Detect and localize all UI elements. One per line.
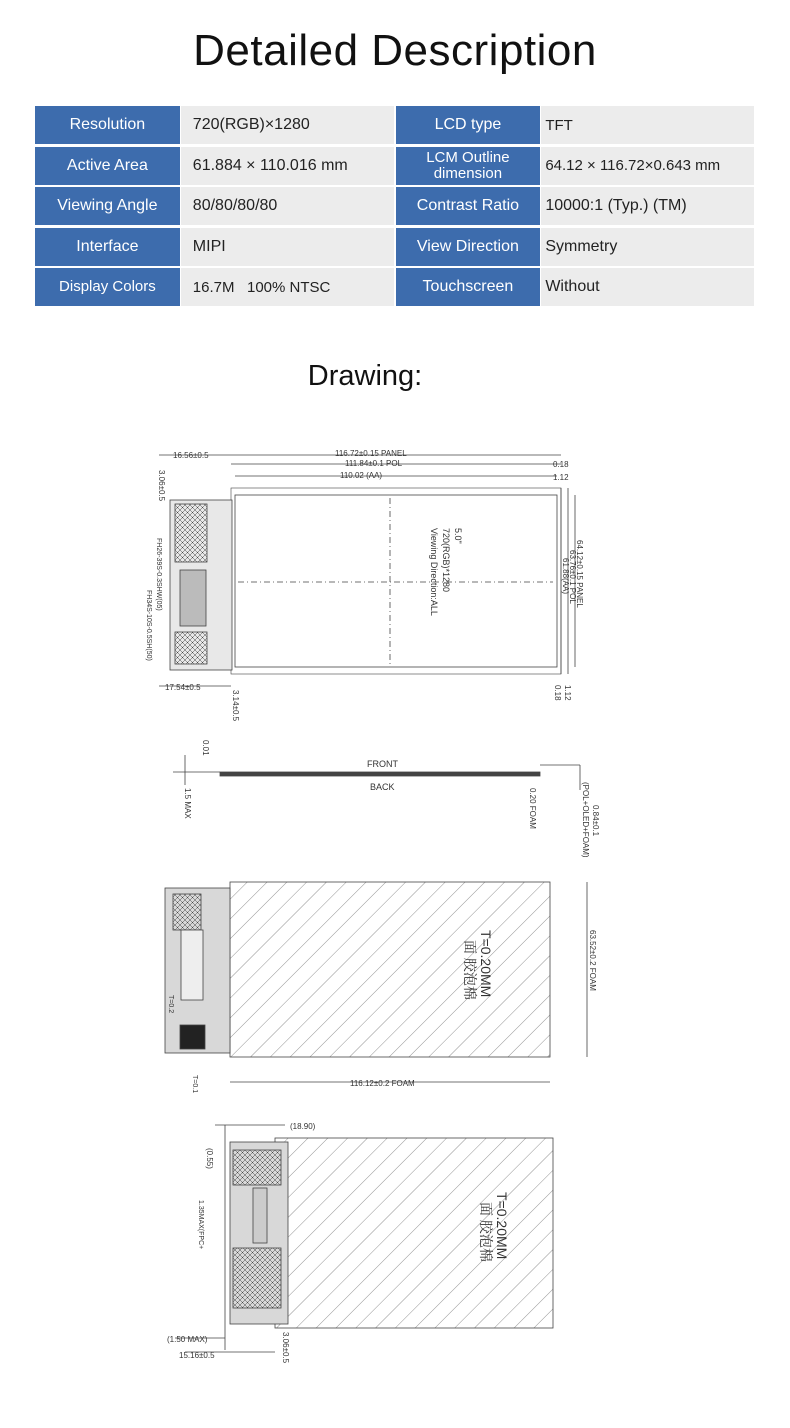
dim-aa-length: 110.02 (AA) [340,471,383,480]
foam-connector [181,930,203,1000]
spec-label-contrast-ratio: Contrast Ratio [396,187,541,225]
foam-pad-top [173,894,201,930]
spec-label-touchscreen: Touchscreen [396,268,541,306]
dim-306: 3.06±0.5 [157,470,166,502]
side-max: 1.5 MAX [183,788,192,819]
drawing-title: Drawing: [307,360,423,392]
dim-112-bottom: 1.12 [563,685,572,701]
spec-label-active-area: Active Area [35,147,180,185]
dim-height-panel: 64.12±0.15 PANEL [575,540,584,608]
side-foam: 0.20 FOAM [528,788,537,829]
spec-row-viewing-angle [35,187,754,225]
spec-row-resolution [35,106,754,144]
back-055: (0.55) [205,1148,214,1169]
foam-view [165,882,587,1082]
spec-label-viewing-angle: Viewing Angle [35,187,180,225]
mechanical-drawing [125,410,605,1385]
back-foam-area [275,1138,553,1328]
back-pad-top [233,1150,281,1185]
connector-block [180,570,206,626]
dim-1656: 16.56±0.5 [173,451,209,460]
side-total: 0.84±0.1 [591,805,600,837]
back-connector [253,1188,267,1243]
dim-height-pol: 63.76±0.1 POL [568,550,577,604]
dim-pol-length: 111.84±0.1 POL [345,459,403,468]
back-306: 3.06±0.5 [281,1332,290,1364]
side-total-note: (POL+OLED+FOAM) [581,782,590,858]
center-direction: Viewing Direction:ALL [429,528,439,616]
foam-t02: T=0.2 [167,995,174,1014]
spec-label-resolution: Resolution [35,106,180,144]
back-label-cn: 面 胶泡棉 [478,1202,494,1262]
foam-pad-bottom [180,1025,205,1049]
fpc-pad-bottom [175,632,207,664]
spec-value-view-direction: Symmetry [541,228,754,266]
spec-label-outline-dimension: LCM Outline dimension [396,147,541,185]
spec-value-display-colors: 16.7M 100% NTSC [181,268,394,306]
spec-value-active-area: 61.884 × 110.016 mm [181,147,394,185]
dim-112-top: 1.12 [553,473,569,482]
back-135: 1.35MAX(FPC+ [197,1200,204,1250]
dim-height-aa: 61.88(AA) [561,558,570,595]
spec-value-lcd-type: TFT [541,106,754,144]
spec-value-interface: MIPI [181,228,394,266]
center-size: 5.0" [453,528,463,544]
dim-314: 3.14±0.5 [231,690,240,722]
back-150: (1.50 MAX) [167,1335,208,1344]
back-1516: 15.16±0.5 [179,1351,215,1360]
page-title: Detailed Description [193,26,597,75]
foam-label: T=0.20MM [478,930,494,998]
spec-row-active-area [35,147,754,185]
side-front-label: FRONT [367,759,398,769]
dim-018-bottom: 0.18 [553,685,562,701]
spec-row-interface [35,228,754,266]
side-001: 0.01 [201,740,210,756]
back-1890: (18.90) [290,1122,316,1131]
spec-label-interface: Interface [35,228,180,266]
center-resolution: 720(RGB)*1280 [441,528,451,593]
dim-1754: 17.54±0.5 [165,683,201,692]
back-pad-bottom [233,1248,281,1308]
fpc-pad-top [175,504,207,562]
side-panel [220,772,540,776]
foam-width: 116.12±0.2 FOAM [350,1079,415,1088]
connector-1-label: FH26-39S-0.3SHW(05) [155,538,162,611]
back-label: T=0.20MM [494,1192,510,1260]
foam-t01: T=0.1 [191,1075,198,1094]
spec-label-view-direction: View Direction [396,228,541,266]
panel-outline [235,495,557,667]
spec-value-outline-dimension: 64.12 × 116.72×0.643 mm [541,147,754,185]
foam-height: 63.52±0.2 FOAM [588,930,597,991]
spec-value-touchscreen: Without [541,268,754,306]
spec-value-resolution: 720(RGB)×1280 [181,106,394,144]
pol-outline [231,488,561,674]
front-view [159,455,575,686]
spec-row-display-colors [35,268,754,306]
spec-value-viewing-angle: 80/80/80/80 [181,187,394,225]
connector-2-label: FH34S-10S-0.5SH(50) [145,590,152,661]
side-back-label: BACK [370,782,395,792]
spec-table [35,106,754,309]
dim-panel-length: 116.72±0.15 PANEL [335,449,407,458]
foam-label-cn: 面 胶泡棉 [462,940,478,1000]
spec-label-display-colors: Display Colors [35,268,180,306]
spec-value-contrast-ratio: 10000:1 (Typ.) (TM) [541,187,754,225]
dim-018-top: 0.18 [553,460,569,469]
spec-label-lcd-type: LCD type [396,106,541,144]
foam-area [230,882,550,1057]
